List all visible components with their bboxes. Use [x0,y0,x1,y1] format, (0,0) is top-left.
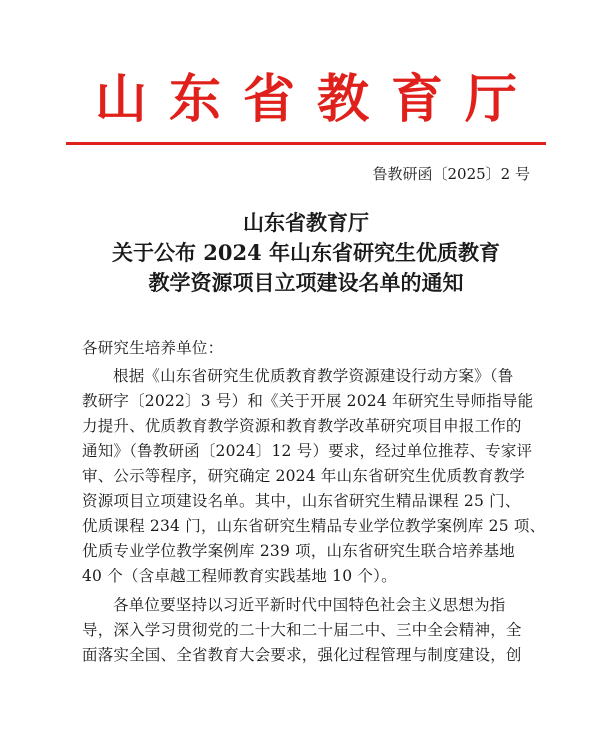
title-line-2: 关于公布 2024 年山东省研究生优质教育 [111,240,501,265]
document-number: 鲁教研函〔2025〕2 号 [372,165,530,183]
paragraph-1-line: 根据《山东省研究生优质教育教学资源建设行动方案》（鲁 [113,367,514,385]
paragraph-1-line: 教研字〔2022〕3 号）和《关于开展 2024 年研究生导师指导能 [82,392,534,410]
title-line-3: 教学资源项目立项建设名单的通知 [148,270,464,295]
red-separator-rule [66,142,546,145]
title-line-1: 山东省教育厅 [243,210,369,235]
salutation: 各研究生培养单位： [82,339,224,357]
paragraph-1-line: 通知》（鲁教研函〔2024〕12 号）要求，经过单位推荐、专家评 [82,442,533,460]
paragraph-1-line: 优质课程 234 门，山东省研究生精品专业学位教学案例库 25 项、 [82,517,546,535]
paragraph-1 [82,364,546,589]
paragraph-2-line: 各单位要坚持以习近平新时代中国特色社会主义思想为指 [113,596,506,614]
paragraph-1-line: 力提升、优质教育教学资源和教育教学改革研究项目申报工作的 [82,417,522,435]
paragraph-2-line: 面落实全国、全省教育大会要求，强化过程管理与制度建设，创 [82,646,522,664]
issuer-masthead: 山东省教育厅 [94,70,539,130]
paragraph-2 [82,593,532,668]
paragraph-1-line: 资源项目立项建设名单。其中，山东省研究生精品课程 25 门、 [82,492,521,510]
document-body [82,336,546,672]
paragraph-1-line: 优质专业学位教学案例库 239 项，山东省研究生联合培养基地 [82,542,515,560]
paragraph-1-line: 审、公示等程序，研究确定 2024 年山东省研究生优质教育教学 [82,467,526,485]
document-title [0,208,612,298]
paragraph-2-line: 导，深入学习贯彻党的二十大和二十届二中、三中全会精神，全 [82,621,522,639]
paragraph-1-line: 40 个（含卓越工程师教育实践基地 10 个）。 [82,567,397,585]
